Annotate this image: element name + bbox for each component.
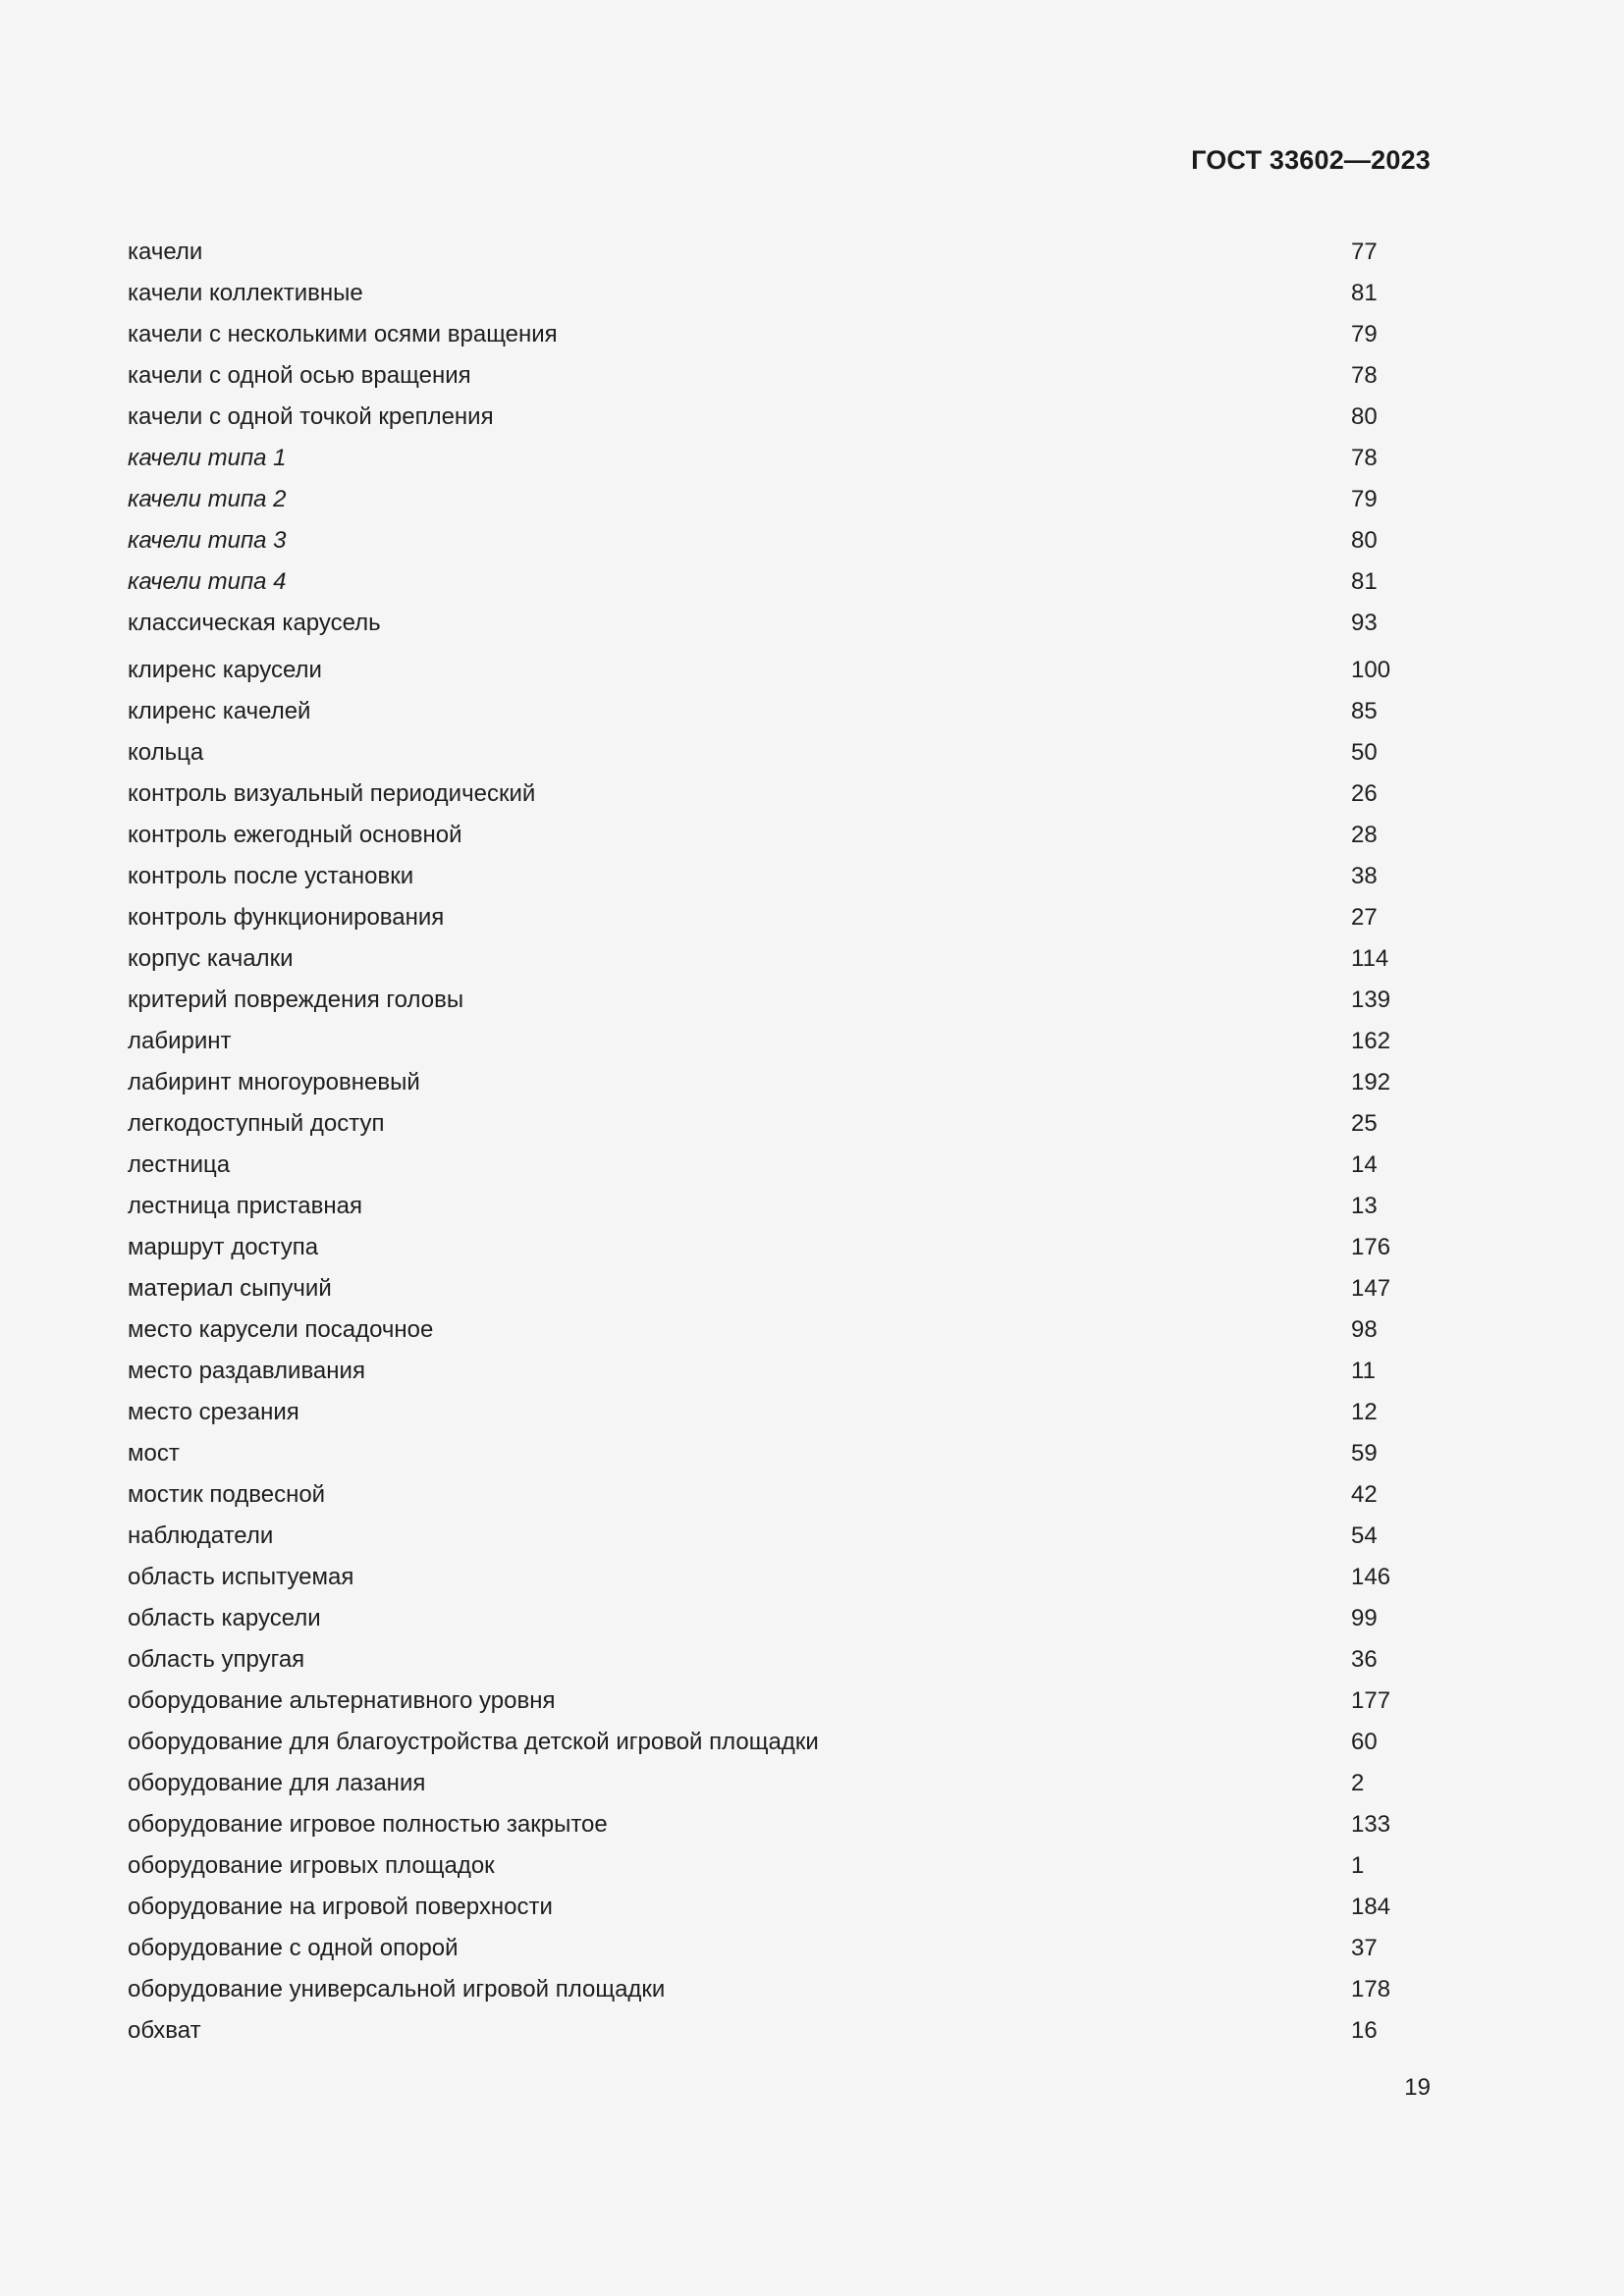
index-term-number: 60 (1351, 1729, 1378, 1755)
index-entry (128, 1145, 1434, 1186)
index-entry (128, 603, 1434, 644)
index-term-number: 177 (1351, 1687, 1391, 1714)
index-entry (128, 938, 1434, 980)
index-term: место раздавливания (128, 1358, 365, 1384)
index-term: обхват (128, 2017, 201, 2044)
index-term: мостик подвесной (128, 1481, 326, 1508)
index-entry (128, 897, 1434, 938)
index-term-number: 16 (1351, 2017, 1378, 2044)
index-entry (128, 1268, 1434, 1309)
index-term: маршрут доступа (128, 1234, 319, 1260)
index-entry (128, 691, 1434, 732)
index-entry (128, 355, 1434, 397)
index-term-number: 98 (1351, 1316, 1378, 1343)
index-term: контроль визуальный периодический (128, 780, 536, 807)
index-term: оборудование на игровой поверхности (128, 1894, 553, 1920)
index-term: легкодоступный доступ (128, 1110, 385, 1137)
index-term: лабиринт многоуровневый (128, 1069, 420, 1095)
index-term-number: 146 (1351, 1564, 1391, 1590)
index-term-number: 81 (1351, 280, 1378, 306)
index-entry (128, 774, 1434, 815)
index-term-number: 176 (1351, 1234, 1391, 1260)
index-entry (128, 1474, 1434, 1516)
index-entry (128, 1021, 1434, 1062)
index-term: контроль после установки (128, 863, 414, 889)
index-term: место карусели посадочное (128, 1316, 434, 1343)
index-term: контроль ежегодный основной (128, 822, 462, 848)
page-number: 19 (1404, 2074, 1431, 2101)
index-term-number: 192 (1351, 1069, 1391, 1095)
index-term: оборудование универсальной игровой площадки (128, 1976, 666, 2002)
index-term-number: 77 (1351, 239, 1378, 265)
index-term-number: 1 (1351, 1852, 1365, 1879)
index-term-number: 78 (1351, 362, 1378, 389)
index-term: материал сыпучий (128, 1275, 332, 1302)
index-entry (128, 438, 1434, 479)
index-entry (128, 561, 1434, 603)
index-term-number: 80 (1351, 527, 1378, 554)
index-entry (128, 1103, 1434, 1145)
index-term-number: 28 (1351, 822, 1378, 848)
index-term: место срезания (128, 1399, 299, 1425)
index-term-number: 133 (1351, 1811, 1391, 1838)
index-term: качели типа 2 (128, 486, 287, 512)
index-term-number: 147 (1351, 1275, 1391, 1302)
index-term: клиренс качелей (128, 698, 311, 724)
index-entry (128, 1516, 1434, 1557)
index-term-number: 36 (1351, 1646, 1378, 1673)
index-term-number: 100 (1351, 657, 1391, 683)
index-term-number: 162 (1351, 1028, 1391, 1054)
index-term: корпус качалки (128, 945, 294, 972)
index-term: оборудование игровых площадок (128, 1852, 495, 1879)
index-entry (128, 1351, 1434, 1392)
index-term: оборудование с одной опорой (128, 1935, 459, 1961)
index-term-number: 25 (1351, 1110, 1378, 1137)
index-term-number: 26 (1351, 780, 1378, 807)
index-term-number: 81 (1351, 568, 1378, 595)
index-term: качели с несколькими осями вращения (128, 321, 558, 347)
index-term-number: 93 (1351, 610, 1378, 636)
index-term: качели коллективные (128, 280, 363, 306)
index-term: наблюдатели (128, 1522, 274, 1549)
index-term: контроль функционирования (128, 904, 445, 931)
index-term: лестница приставная (128, 1193, 362, 1219)
index-term-number: 80 (1351, 403, 1378, 430)
index-term-number: 99 (1351, 1605, 1378, 1631)
index-term-number: 114 (1351, 945, 1389, 972)
index-term-number: 37 (1351, 1935, 1378, 1961)
index-entry (128, 732, 1434, 774)
index-term-number: 2 (1351, 1770, 1365, 1796)
index-entry (128, 815, 1434, 856)
index-term: качели типа 4 (128, 568, 287, 595)
index-entry (128, 1557, 1434, 1598)
index-term: клиренс карусели (128, 657, 322, 683)
alphabetical-index (128, 232, 1434, 2052)
index-term: качели с одной точкой крепления (128, 403, 494, 430)
index-term: качели (128, 239, 203, 265)
index-entry (128, 232, 1434, 273)
index-entry (128, 1598, 1434, 1639)
index-term-number: 139 (1351, 987, 1391, 1013)
index-term: качели типа 1 (128, 445, 287, 471)
index-entry (128, 1392, 1434, 1433)
index-term: качели типа 3 (128, 527, 287, 554)
index-entry (128, 1227, 1434, 1268)
index-term: качели с одной осью вращения (128, 362, 471, 389)
index-entry (128, 1433, 1434, 1474)
index-term-number: 184 (1351, 1894, 1391, 1920)
index-entry (128, 479, 1434, 520)
index-entry (128, 1309, 1434, 1351)
index-term: лестница (128, 1151, 231, 1178)
index-term-number: 54 (1351, 1522, 1378, 1549)
index-entry (128, 1887, 1434, 1928)
index-entry (128, 273, 1434, 314)
index-entry (128, 1928, 1434, 1969)
index-term: оборудование для лазания (128, 1770, 426, 1796)
index-term: классическая карусель (128, 610, 381, 636)
index-term-number: 178 (1351, 1976, 1391, 2002)
index-term: область карусели (128, 1605, 321, 1631)
index-entry (128, 1969, 1434, 2010)
index-term: область испытуемая (128, 1564, 354, 1590)
index-term: оборудование игровое полностью закрытое (128, 1811, 608, 1838)
index-term-number: 11 (1351, 1358, 1376, 1384)
index-term-number: 38 (1351, 863, 1378, 889)
document-header: ГОСТ 33602—2023 (1191, 145, 1431, 175)
index-entry (128, 314, 1434, 355)
index-entry (128, 1804, 1434, 1845)
index-term: мост (128, 1440, 180, 1467)
index-entry (128, 856, 1434, 897)
index-entry (128, 397, 1434, 438)
index-term-number: 59 (1351, 1440, 1378, 1467)
index-term-number: 42 (1351, 1481, 1378, 1508)
index-entry (128, 1681, 1434, 1722)
index-entry (128, 650, 1434, 691)
index-term-number: 13 (1351, 1193, 1378, 1219)
index-entry (128, 1722, 1434, 1763)
index-term-number: 14 (1351, 1151, 1378, 1178)
index-term-number: 85 (1351, 698, 1378, 724)
index-term-number: 12 (1351, 1399, 1378, 1425)
index-term-number: 79 (1351, 321, 1378, 347)
index-entry (128, 1639, 1434, 1681)
index-term: область упругая (128, 1646, 305, 1673)
index-term: оборудование для благоустройства детской игровой площадки (128, 1729, 819, 1755)
index-term: лабиринт (128, 1028, 232, 1054)
index-term-number: 78 (1351, 445, 1378, 471)
index-entry (128, 2010, 1434, 2052)
index-term-number: 50 (1351, 739, 1378, 766)
index-entry (128, 1763, 1434, 1804)
index-entry (128, 1186, 1434, 1227)
index-term-number: 27 (1351, 904, 1378, 931)
index-entry (128, 980, 1434, 1021)
index-term: кольца (128, 739, 204, 766)
index-entry (128, 520, 1434, 561)
index-entry (128, 1062, 1434, 1103)
index-term: критерий повреждения головы (128, 987, 464, 1013)
index-term: оборудование альтернативного уровня (128, 1687, 556, 1714)
index-term-number: 79 (1351, 486, 1378, 512)
index-entry (128, 1845, 1434, 1887)
